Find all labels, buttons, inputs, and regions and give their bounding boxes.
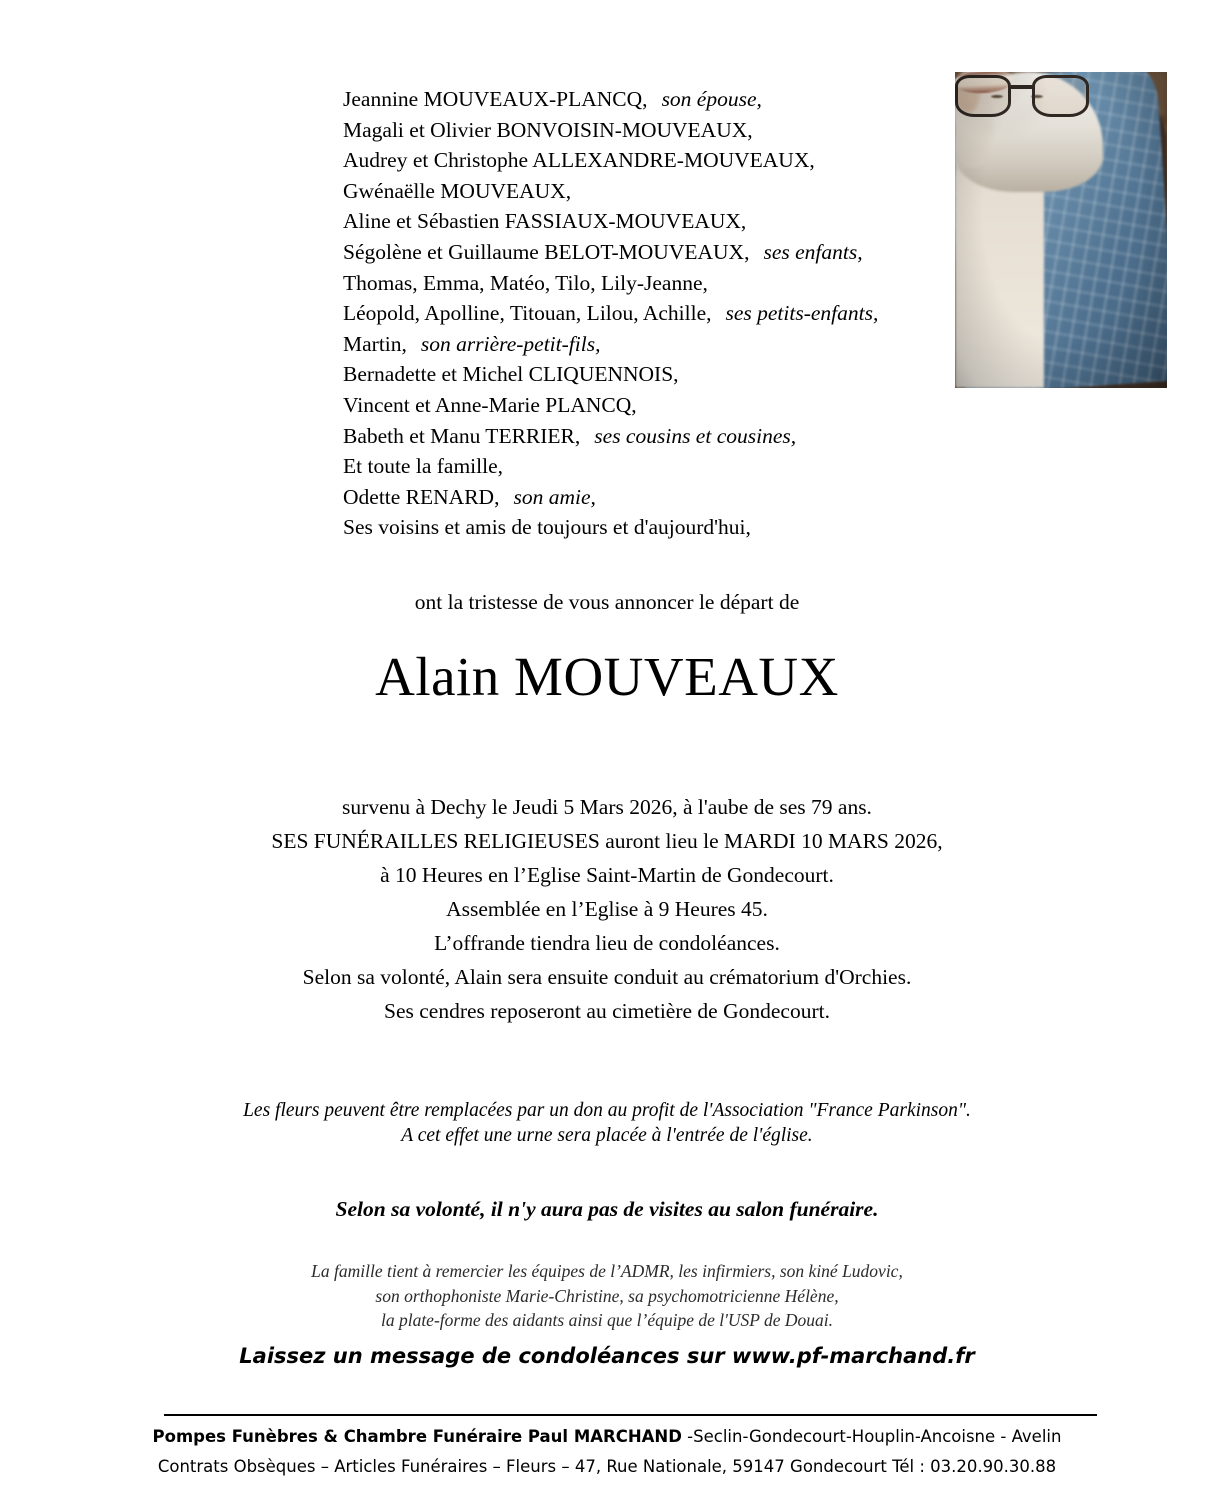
family-member-name: Ses voisins et amis de toujours et d'aujourd'hui, xyxy=(343,515,751,540)
funeral-home-name: Pompes Funèbres & Chambre Funéraire Paul MARCHAND xyxy=(152,1427,682,1446)
detail-line: L’offrande tiendra lieu de condoléances. xyxy=(434,931,780,955)
funeral-home-footer xyxy=(0,1422,1214,1482)
family-member-relation xyxy=(751,515,765,539)
funeral-details xyxy=(0,790,1214,1028)
funeral-home-locations: -Seclin-Gondecourt-Houplin-Ancoisne - Avelin xyxy=(681,1427,1062,1446)
family-member-name: Audrey et Christophe ALLEXANDRE-MOUVEAUX, xyxy=(343,148,815,173)
family-list-item xyxy=(343,268,943,299)
family-list-item xyxy=(343,237,943,268)
detail-line: Assemblée en l’Eglise à 9 Heures 45. xyxy=(446,897,768,921)
donation-line: A cet effet une urne sera placée à l'entrée de l'église. xyxy=(401,1125,813,1146)
family-member-relation xyxy=(503,454,517,478)
family-member-relation xyxy=(815,148,829,172)
family-list-item xyxy=(343,206,943,237)
family-mourners-list xyxy=(343,84,943,543)
thanks-line: son orthophoniste Marie-Christine, sa psychomotricienne Hélène, xyxy=(375,1285,839,1306)
family-member-name: Léopold, Apolline, Titouan, Lilou, Achille, xyxy=(343,301,712,326)
salon-visits-note: Selon sa volonté, il n'y aura pas de visites au salon funéraire. xyxy=(335,1197,879,1221)
family-list-item xyxy=(343,359,943,390)
detail-line: SES FUNÉRAILLES RELIGIEUSES auront lieu le MARDI 10 MARS 2026, xyxy=(271,829,943,853)
family-member-relation: ses cousins et cousines, xyxy=(594,423,797,448)
family-list-item xyxy=(343,329,943,360)
deceased-portrait-photo xyxy=(955,72,1167,388)
announcement-text: ont la tristesse de vous annoncer le départ de xyxy=(414,590,800,614)
family-member-name: Bernadette et Michel CLIQUENNOIS, xyxy=(343,362,679,387)
family-list-item xyxy=(343,482,943,513)
family-thanks-note xyxy=(0,1259,1214,1333)
family-list-item xyxy=(343,512,943,543)
photo-vignette xyxy=(955,72,1167,388)
family-member-relation xyxy=(679,362,693,386)
footer-line-services: Contrats Obsèques – Articles Funéraires – Fleurs – 47, Rue Nationale, 59147 Gondecourt Tél : 03.20.90.30.88 xyxy=(157,1457,1057,1476)
family-member-name: Babeth et Manu TERRIER, xyxy=(343,423,581,448)
family-member-name: Jeannine MOUVEAUX-PLANCQ, xyxy=(343,87,648,111)
detail-line: Ses cendres reposeront au cimetière de Gondecourt. xyxy=(384,999,830,1023)
donation-line: Les fleurs peuvent être remplacées par un don au profit de l'Association "France Parkinson". xyxy=(243,1100,971,1121)
family-member-relation: son arrière-petit-fils, xyxy=(420,331,601,356)
family-member-relation xyxy=(746,209,760,233)
detail-line: à 10 Heures en l’Eglise Saint-Martin de Gondecourt. xyxy=(380,863,834,887)
footer-line-company xyxy=(0,1422,1214,1452)
family-member-name: Odette RENARD, xyxy=(343,484,500,509)
family-member-name: Magali et Olivier BONVOISIN-MOUVEAUX, xyxy=(343,117,753,142)
family-list-item xyxy=(343,176,943,207)
family-member-relation xyxy=(753,118,767,142)
family-list-item xyxy=(343,84,943,115)
family-list-item xyxy=(343,421,943,452)
donation-note xyxy=(0,1098,1214,1148)
family-member-relation: son amie, xyxy=(513,484,596,509)
detail-line: Selon sa volonté, Alain sera ensuite conduit au crématorium d'Orchies. xyxy=(302,965,912,989)
family-member-name: Aline et Sébastien FASSIAUX-MOUVEAUX, xyxy=(343,209,747,234)
family-member-relation: ses enfants, xyxy=(763,239,863,264)
family-member-relation xyxy=(637,393,651,417)
family-member-relation: son épouse, xyxy=(661,87,762,111)
family-member-name: Martin, xyxy=(343,331,407,356)
family-member-relation xyxy=(571,179,585,203)
family-member-name: Thomas, Emma, Matéo, Tilo, Lily-Jeanne, xyxy=(343,270,708,295)
detail-line: survenu à Dechy le Jeudi 5 Mars 2026, à l'aube de ses 79 ans. xyxy=(342,795,872,819)
footer-divider xyxy=(164,1414,1097,1416)
family-list-item xyxy=(343,115,943,146)
family-member-name: Et toute la famille, xyxy=(343,454,504,479)
thanks-line: La famille tient à remercier les équipes de l’ADMR, les infirmiers, son kiné Ludovic, xyxy=(311,1261,903,1281)
deceased-name: Alain MOUVEAUX xyxy=(375,646,839,707)
family-member-name: Gwénaëlle MOUVEAUX, xyxy=(343,178,572,203)
family-list-item xyxy=(343,451,943,482)
family-list-item xyxy=(343,145,943,176)
family-member-relation: ses petits-enfants, xyxy=(725,301,879,326)
family-member-name: Vincent et Anne-Marie PLANCQ, xyxy=(343,392,637,417)
condolences-website-message[interactable]: Laissez un message de condoléances sur www.pf-marchand.fr xyxy=(239,1344,975,1368)
thanks-line: la plate-forme des aidants ainsi que l’équipe de l'USP de Douai. xyxy=(380,1310,834,1330)
family-member-name: Ségolène et Guillaume BELOT-MOUVEAUX, xyxy=(343,239,750,264)
family-list-item xyxy=(343,390,943,421)
family-list-item xyxy=(343,298,943,329)
family-member-relation xyxy=(708,271,722,295)
